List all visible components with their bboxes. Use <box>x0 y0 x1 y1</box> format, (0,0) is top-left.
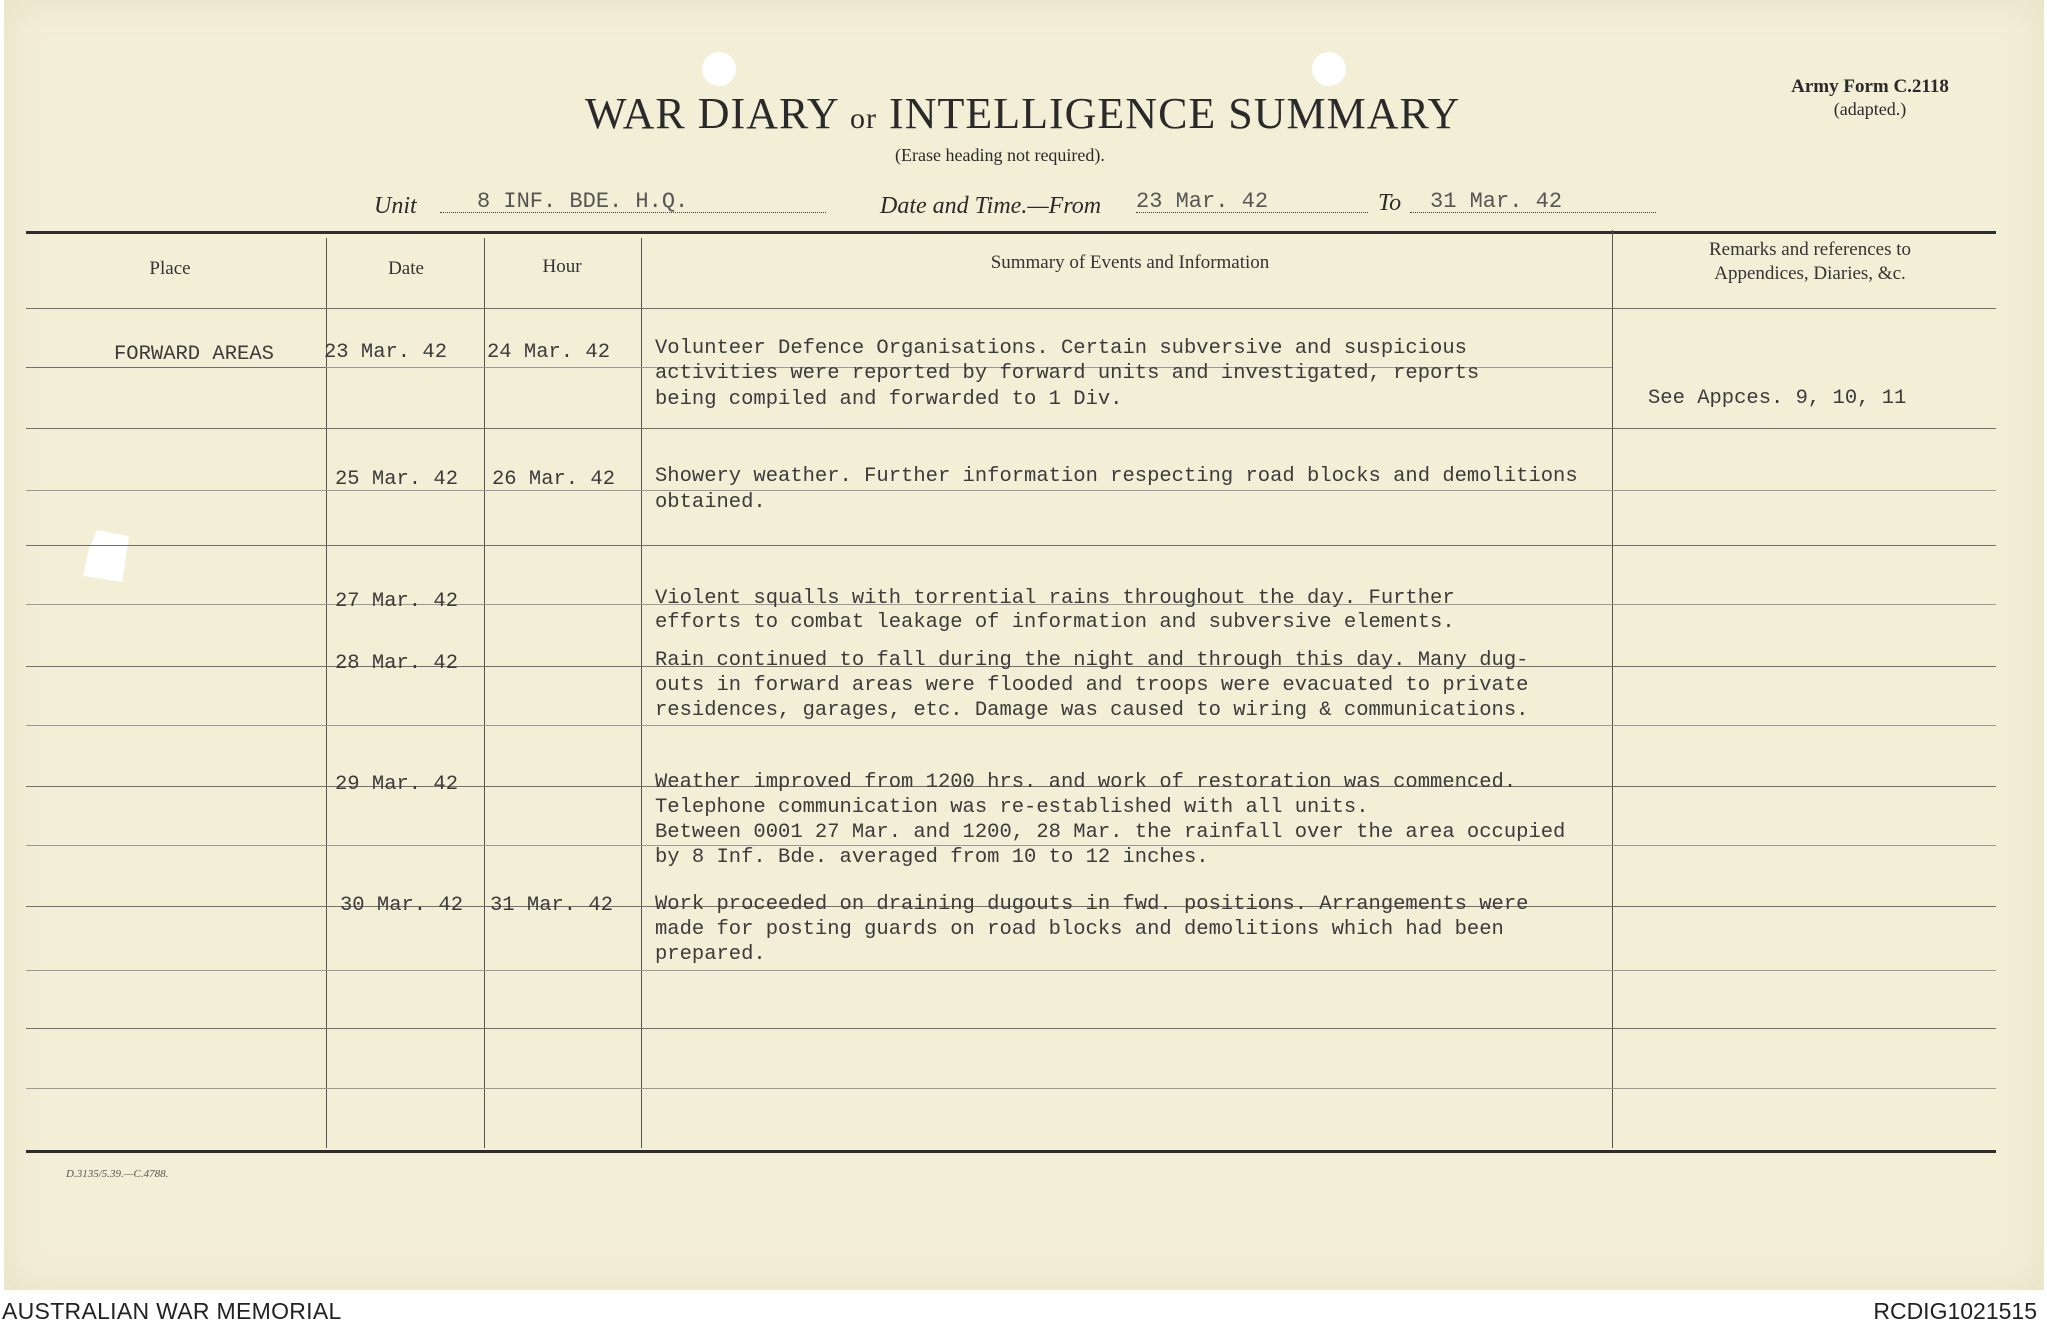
page-subtitle: (Erase heading not required). <box>895 145 1105 165</box>
entry-remarks: See Appces. 9, 10, 11 <box>1648 387 1907 410</box>
form-name: Army Form C.2118 <box>1791 76 1949 97</box>
footer-institution: AUSTRALIAN WAR MEMORIAL <box>2 1298 342 1324</box>
entry-line: obtained. <box>655 491 766 514</box>
unit-label: Unit <box>374 193 417 219</box>
ruled-line <box>26 1028 1996 1029</box>
punch-hole <box>702 52 736 86</box>
entry-line: Rain continued to fall during the night and through this day. Many dug- <box>655 649 1529 672</box>
column-divider <box>641 238 642 1148</box>
entry-date: 25 Mar. 42 <box>335 468 459 491</box>
entry-line: residences, garages, etc. Damage was caused to wiring & communications. <box>655 699 1529 722</box>
datetime-label: Date and Time.—From <box>880 193 1102 219</box>
entry-line: Work proceeded on draining dugouts in fwd. positions. Arrangements were <box>655 893 1529 916</box>
entry-line: Violent squalls with torrential rains throughout the day. Further <box>655 587 1455 610</box>
ruled-line <box>26 1088 1996 1089</box>
ruled-line <box>26 367 326 368</box>
entry-line: Between 0001 27 Mar. and 1200, 28 Mar. the rainfall over the area occupied <box>655 821 1566 844</box>
column-divider <box>326 238 327 1148</box>
entry-date: 29 Mar. 42 <box>335 773 459 796</box>
column-divider <box>484 238 485 1148</box>
entry-place: FORWARD AREAS <box>114 343 274 366</box>
entry-date: 27 Mar. 42 <box>335 590 459 613</box>
to-label: To <box>1378 190 1402 216</box>
entry-date: 23 Mar. 42 <box>324 341 448 364</box>
table-bottom-rule <box>26 1150 1996 1153</box>
remarks-header-line-2: Appendices, Diaries, &c. <box>1714 263 1906 284</box>
ruled-line <box>26 970 1996 971</box>
unit-value: 8 INF. BDE. H.Q. <box>477 189 689 214</box>
remarks-header-line-1: Remarks and references to <box>1708 239 1912 260</box>
print-code: D.3135/5.39.—C.4788. <box>66 1168 169 1180</box>
ruled-line <box>26 490 1996 491</box>
entry-hour: 24 Mar. 42 <box>487 341 611 364</box>
column-header-date: Date <box>388 258 424 279</box>
entry-date: 28 Mar. 42 <box>335 652 459 675</box>
title-intelligence-summary: INTELLIGENCE SUMMARY <box>889 89 1461 138</box>
entry-line: by 8 Inf. Bde. averaged from 10 to 12 inches. <box>655 846 1209 869</box>
ruled-line <box>26 725 1996 726</box>
ruled-line <box>26 428 1996 429</box>
entry-line: being compiled and forwarded to 1 Div. <box>655 388 1123 411</box>
page-title <box>585 88 1460 139</box>
table-top-rule <box>26 231 1996 234</box>
entry-line: activities were reported by forward units and investigated, reports <box>655 362 1480 385</box>
paper-tear <box>83 530 129 582</box>
entry-line: outs in forward areas were flooded and troops were evacuated to private <box>655 674 1529 697</box>
column-divider <box>1612 230 1613 1148</box>
form-identifier <box>1760 76 1980 120</box>
column-header-remarks <box>1640 238 1980 286</box>
header-underline <box>26 308 1996 309</box>
entry-date: 30 Mar. 42 <box>340 894 464 917</box>
entry-line: efforts to combat leakage of information and subversive elements. <box>655 611 1455 634</box>
entry-line: Telephone communication was re-established with all units. <box>655 796 1369 819</box>
from-value: 23 Mar. 42 <box>1136 189 1269 214</box>
title-or: or <box>850 102 878 135</box>
archive-footer <box>0 1292 2047 1329</box>
ruled-line <box>26 545 1996 546</box>
entry-line: Showery weather. Further information respecting road blocks and demolitions <box>655 465 1578 488</box>
column-header-place: Place <box>149 258 191 279</box>
column-header-summary: Summary of Events and Information <box>990 252 1270 273</box>
to-value: 31 Mar. 42 <box>1430 189 1563 214</box>
entry-line: Volunteer Defence Organisations. Certain subversive and suspicious <box>655 337 1467 360</box>
entry-hour: 31 Mar. 42 <box>490 894 614 917</box>
footer-record-id: RCDIG1021515 <box>1873 1298 2037 1324</box>
punch-hole <box>1312 52 1346 86</box>
entry-line: prepared. <box>655 943 766 966</box>
title-war-diary: WAR DIARY <box>585 89 839 138</box>
entry-hour: 26 Mar. 42 <box>492 468 616 491</box>
column-header-hour: Hour <box>542 256 582 277</box>
entry-line: made for posting guards on road blocks and demolitions which had been <box>655 918 1504 941</box>
form-adapted: (adapted.) <box>1833 99 1907 119</box>
entry-line: Weather improved from 1200 hrs. and work of restoration was commenced. <box>655 771 1517 794</box>
